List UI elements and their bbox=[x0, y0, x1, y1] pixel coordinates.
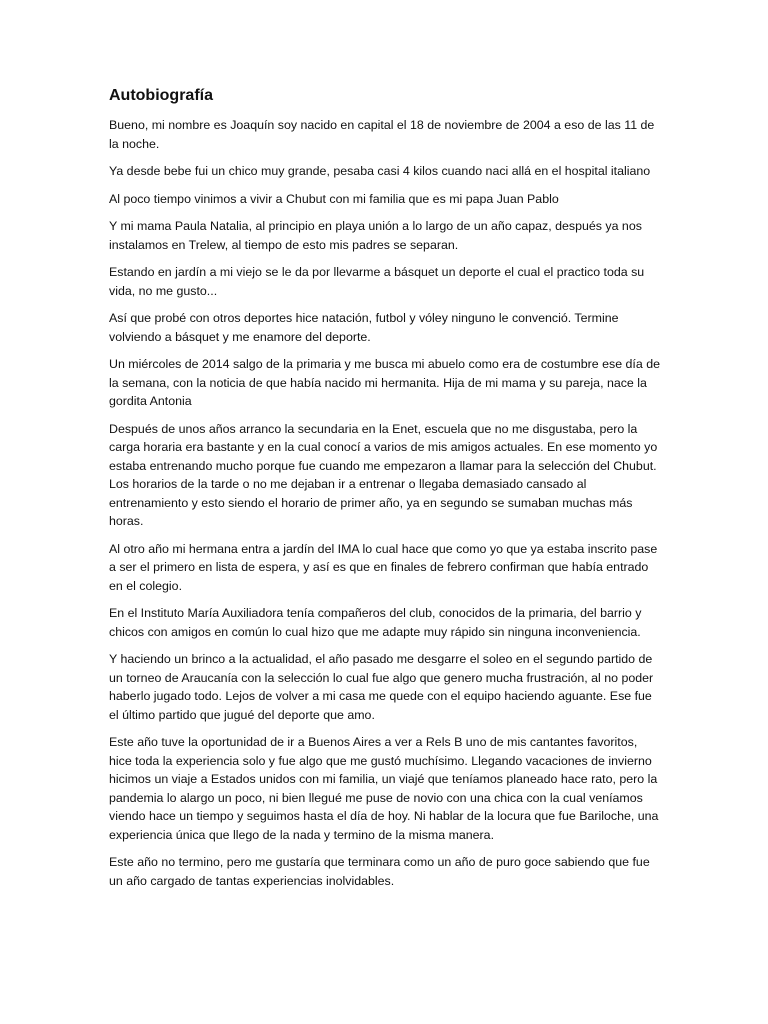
paragraph-8: Después de unos años arranco la secundaria en la Enet, escuela que no me disgustaba, pero la carga horaria era bastante y en la cual conocí a varios de mis amigos actuales. En ese momento yo estaba entrenando mucho porque fue cuando me empezaron a llamar para la selección del Chubut. Los horarios de la tarde o no me dejaban ir a entrenar o llegaba demasiado cansado al entrenamiento y esto siendo el horario de primer año, ya en segundo se sumaban muchas más horas. bbox=[109, 421, 658, 528]
paragraph-3: Al poco tiempo vinimos a vivir a Chubut con mi familia que es mi papa Juan Pablo bbox=[109, 191, 559, 206]
paragraph-5: Estando en jardín a mi viejo se le da por llevarme a básquet un deporte el cual el practico toda su vida, no me gusto... bbox=[109, 265, 645, 298]
paragraph-4: Y mi mama Paula Natalia, al principio en playa unión a lo largo de un año capaz, después ya nos instalamos en Trelew, al tiempo de esto mis padres se separan. bbox=[109, 219, 642, 252]
paragraph-6: Así que probé con otros deportes hice natación, futbol y vóley ninguno le convenció. Termine volviendo a básquet y me enamore del deporte. bbox=[109, 311, 619, 344]
paragraph-9: Al otro año mi hermana entra a jardín del IMA lo cual hace que como yo que ya estaba inscrito pase a ser el primero en lista de espera, y así es que en finales de febrero confirman que había entrado en el colegio. bbox=[109, 541, 658, 593]
paragraph-7: Un miércoles de 2014 salgo de la primaria y me busca mi abuelo como era de costumbre ese día de la semana, con la noticia de que había nacido mi hermanita. Hija de mi mama y su pareja, nace la gordita Antonia bbox=[109, 357, 660, 408]
paragraph-10: En el Instituto María Auxiliadora tenía compañeros del club, conocidos de la primaria, del barrio y chicos con amigos en común lo cual hizo que me adapte muy rápido sin ninguna inconveniencia. bbox=[109, 606, 642, 639]
paragraph-1: Bueno, mi nombre es Joaquín soy nacido en capital el 18 de noviembre de 2004 a eso de las 11 de la noche. bbox=[109, 118, 655, 151]
paragraph-12: Este año tuve la oportunidad de ir a Buenos Aires a ver a Rels B uno de mis cantantes favoritos, hice toda la experiencia solo y fue algo que me gustó muchísimo. Llegando vacaciones de invierno hicimos un viaje a Estados unidos con mi familia, un viajé que teníamos planeado hace rato, pero la pandemia lo alargo un poco, ni bien llegué me puse de novio con una chica con la cual veníamos viendo hace un tiempo y seguimos hasta el día de hoy. Ni hablar de la locura que fue Bariloche, una experiencia única que llego de la nada y termino de la misma manera. bbox=[109, 735, 659, 842]
paragraph-11: Y haciendo un brinco a la actualidad, el año pasado me desgarre el soleo en el segundo partido de un torneo de Araucanía con la selección lo cual fue algo que genero mucha frustración, al no poder haberlo jugado todo. Lejos de volver a mi casa me quede con el equipo haciendo aguante. Ese fue el último partido que jugué del deporte que amo. bbox=[109, 652, 654, 722]
paragraph-2: Ya desde bebe fui un chico muy grande, pesaba casi 4 kilos cuando naci allá en el hospital italiano bbox=[109, 164, 651, 178]
document-page bbox=[109, 86, 661, 899]
paragraph-13: Este año no termino, pero me gustaría que terminara como un año de puro goce sabiendo que fue un año cargado de tantas experiencias inolvidables. bbox=[109, 855, 650, 888]
document-title: Autobiografía bbox=[109, 87, 213, 104]
